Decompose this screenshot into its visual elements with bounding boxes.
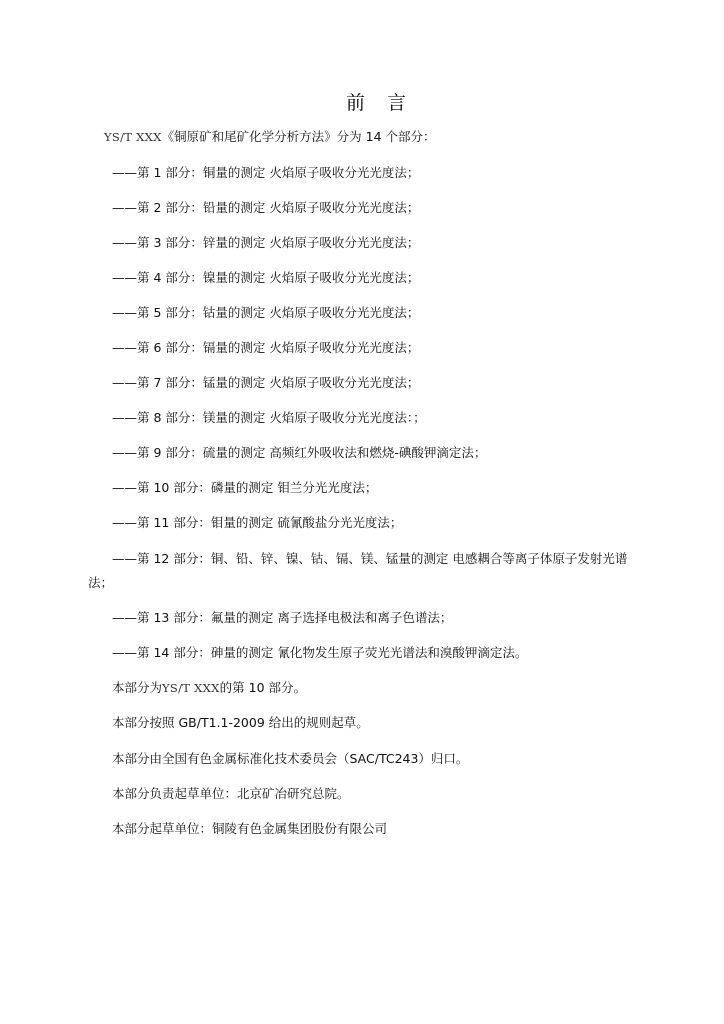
list-item: ——第 7 部分：锰量的测定 火焰原子吸收分光光度法； xyxy=(112,375,420,390)
list-item-continuation: 法； xyxy=(88,575,114,590)
page-title: 前 言 xyxy=(345,92,415,114)
list-item: ——第 1 部分：铜量的测定 火焰原子吸收分光光度法； xyxy=(112,165,420,180)
responsible-unit-statement: 本部分负责起草单位：北京矿冶研究总院。 xyxy=(112,786,350,801)
drafting-rule-statement: 本部分按照 GB/T1.1-2009 给出的规则起草。 xyxy=(112,715,369,730)
centralized-statement: 本部分由全国有色金属标准化技术委员会（SAC/TC243）归口。 xyxy=(112,751,469,766)
list-item: ——第 3 部分：锌量的测定 火焰原子吸收分光光度法； xyxy=(112,235,420,250)
list-item: ——第 13 部分：氟量的测定 离子选择电极法和离子色谱法； xyxy=(112,610,453,625)
drafting-units-statement: 本部分起草单位：铜陵有色金属集团股份有限公司 xyxy=(112,821,388,836)
list-item: ——第 2 部分：铅量的测定 火焰原子吸收分光光度法； xyxy=(112,200,420,215)
list-item: ——第 4 部分：镍量的测定 火焰原子吸收分光光度法； xyxy=(112,270,420,285)
list-item: ——第 14 部分：砷量的测定 氰化物发生原子荧光光谱法和溴酸钾滴定法。 xyxy=(112,645,528,660)
list-item: ——第 8 部分：镁量的测定 火焰原子吸收分光光度法：； xyxy=(112,410,426,425)
list-item: ——第 5 部分：钴量的测定 火焰原子吸收分光光度法； xyxy=(112,305,420,320)
intro-text: 《铜原矿和尾矿化学分析方法》分为 14 个部分： xyxy=(161,129,436,144)
this-part-statement: 本部分为YS/T XXX的第 10 部分。 xyxy=(112,680,307,695)
list-item: ——第 12 部分：铜、铅、锌、镍、钴、镉、镁、锰量的测定 电感耦合等离子体原子发射光谱 xyxy=(112,551,628,566)
standard-code: YS/T XXX xyxy=(162,681,220,695)
list-item: ——第 6 部分：镉量的测定 火焰原子吸收分光光度法； xyxy=(112,340,420,355)
list-item: ——第 9 部分：硫量的测定 高频红外吸收法和燃烧-碘酸钾滴定法； xyxy=(112,445,487,460)
list-item: ——第 11 部分：钼量的测定 硫氰酸盐分光光度法； xyxy=(112,515,403,530)
intro-paragraph xyxy=(104,126,436,148)
standard-code: YS/T XXX xyxy=(104,130,162,144)
list-item: ——第 10 部分：磷量的测定 钼兰分光光度法； xyxy=(112,480,378,495)
